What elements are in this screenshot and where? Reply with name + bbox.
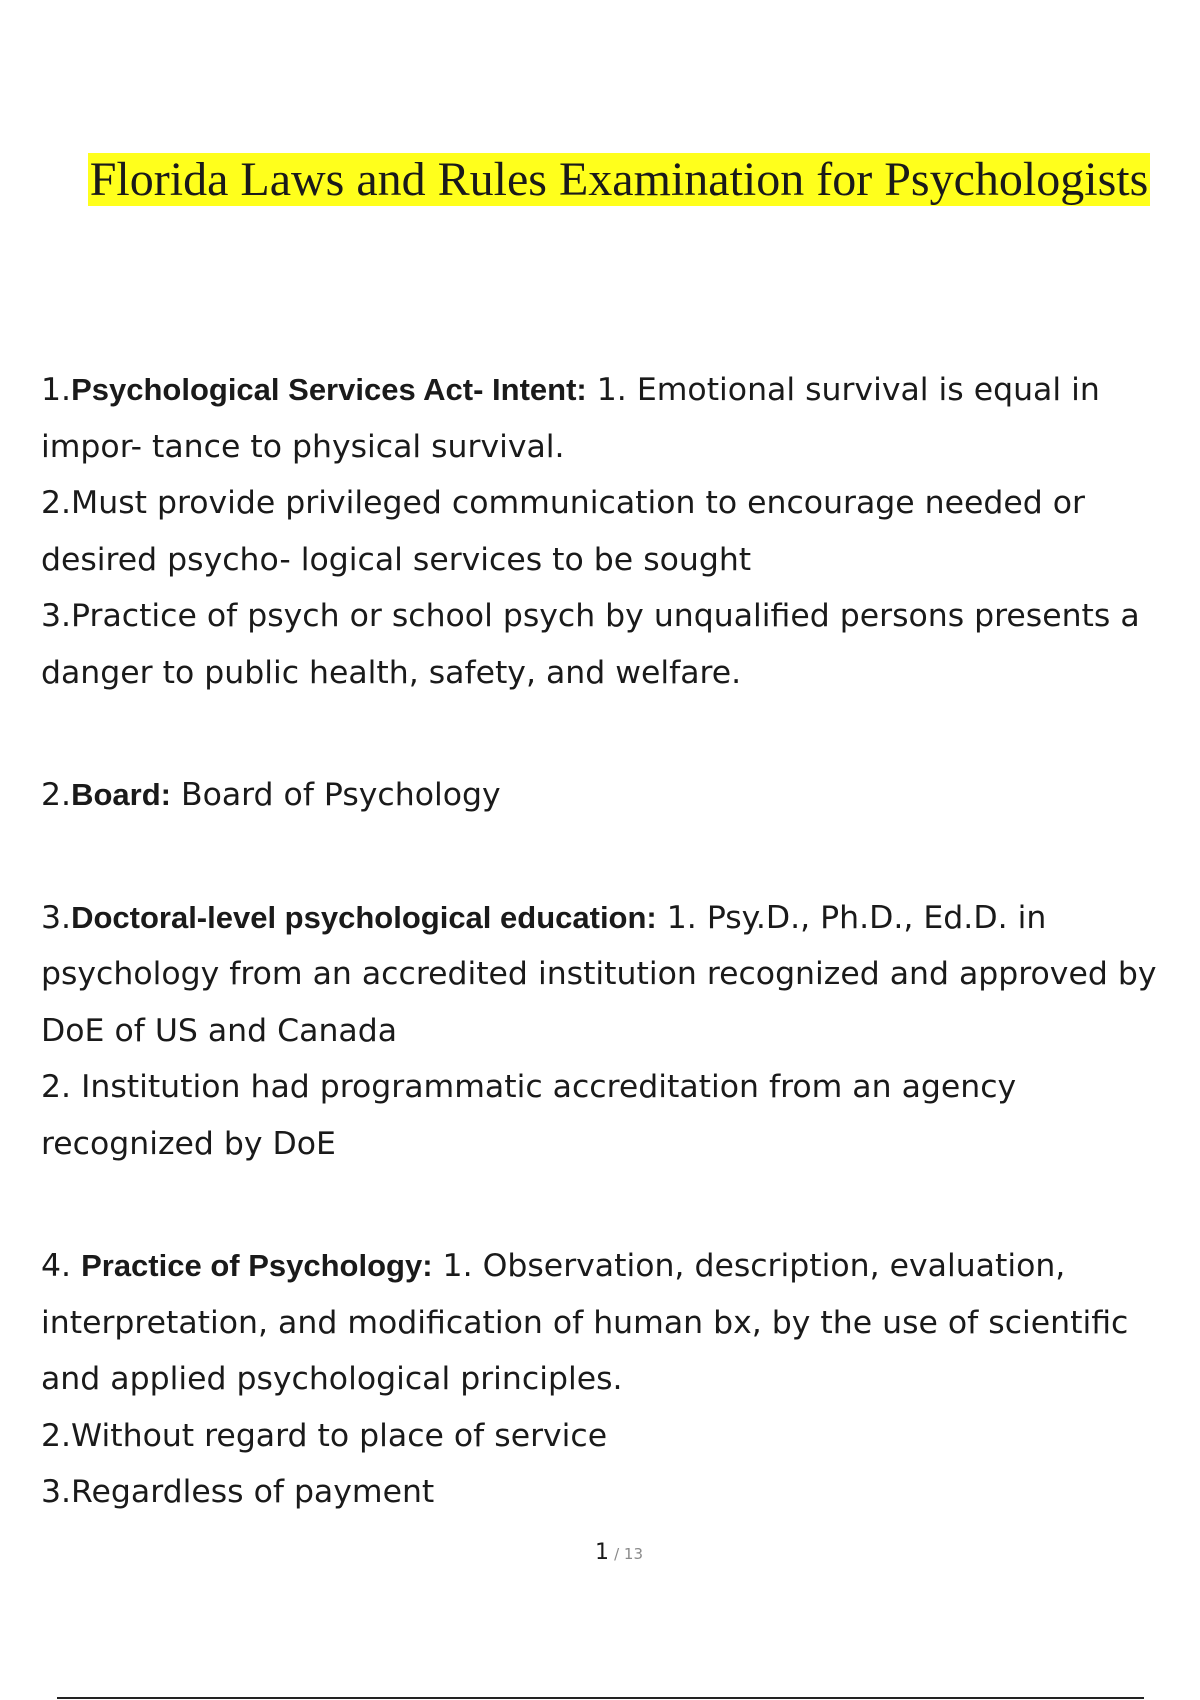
entry-number: 1. — [41, 372, 72, 408]
entry-number: 4. — [41, 1248, 82, 1284]
entry-point: 2.Must provide privileged communication to encourage needed or desired psycho- logical services to be sought — [41, 485, 1086, 578]
entry-board — [41, 767, 1191, 824]
page-title-text: Florida Laws and Rules Examination for Psychologists — [89, 153, 1149, 206]
entry-definition: Board of Psychology — [170, 777, 501, 813]
entry-practice-of-psychology — [41, 1238, 1191, 1521]
entry-first-line — [41, 890, 1191, 1060]
page-title — [0, 150, 1200, 210]
entry-number: 2. — [41, 777, 72, 813]
entry-doctoral-education — [41, 890, 1191, 1173]
entry-definition: 1. Emotional survival is equal in impor- tance to physical survival. — [41, 372, 1100, 465]
entry-term: Practice of Psychology: — [81, 1248, 433, 1283]
entry-term: Doctoral-level psychological education: — [71, 899, 657, 935]
page-number-total: / 13 — [614, 1545, 643, 1563]
entry-point: 2.Without regard to place of service — [41, 1417, 608, 1454]
page-indicator — [0, 1540, 1200, 1565]
entry-term: Psychological Services Act- Intent: — [71, 372, 587, 407]
entry-point: 3.Practice of psych or school psych by unqualified persons presents a danger to public health, safety, and welfare. — [41, 598, 1140, 691]
document-body — [41, 362, 1191, 1521]
entry-point: 3.Regardless of payment — [41, 1474, 435, 1510]
entry-first-line — [41, 1238, 1191, 1408]
entry-first-line — [41, 767, 1191, 824]
entry-psychological-services-act — [41, 362, 1191, 701]
entry-definition: 1. Observation, description, evaluation, interpretation, and modification of human bx, by the use of scientific and applied psychological principles. — [41, 1248, 1129, 1397]
entry-definition: 1. Psy.D., Ph.D., Ed.D. in psychology from an accredited institution recognized and approved by DoE of US and Canada — [41, 899, 1157, 1049]
entry-number: 3. — [41, 899, 72, 936]
page-number-current: 1 — [594, 1540, 609, 1565]
entry-point: 2. Institution had programmatic accreditation from an agency recognized by DoE — [41, 1069, 1017, 1162]
entry-term: Board: — [71, 777, 171, 812]
entry-first-line — [41, 362, 1191, 475]
footer-divider — [57, 1697, 1144, 1699]
